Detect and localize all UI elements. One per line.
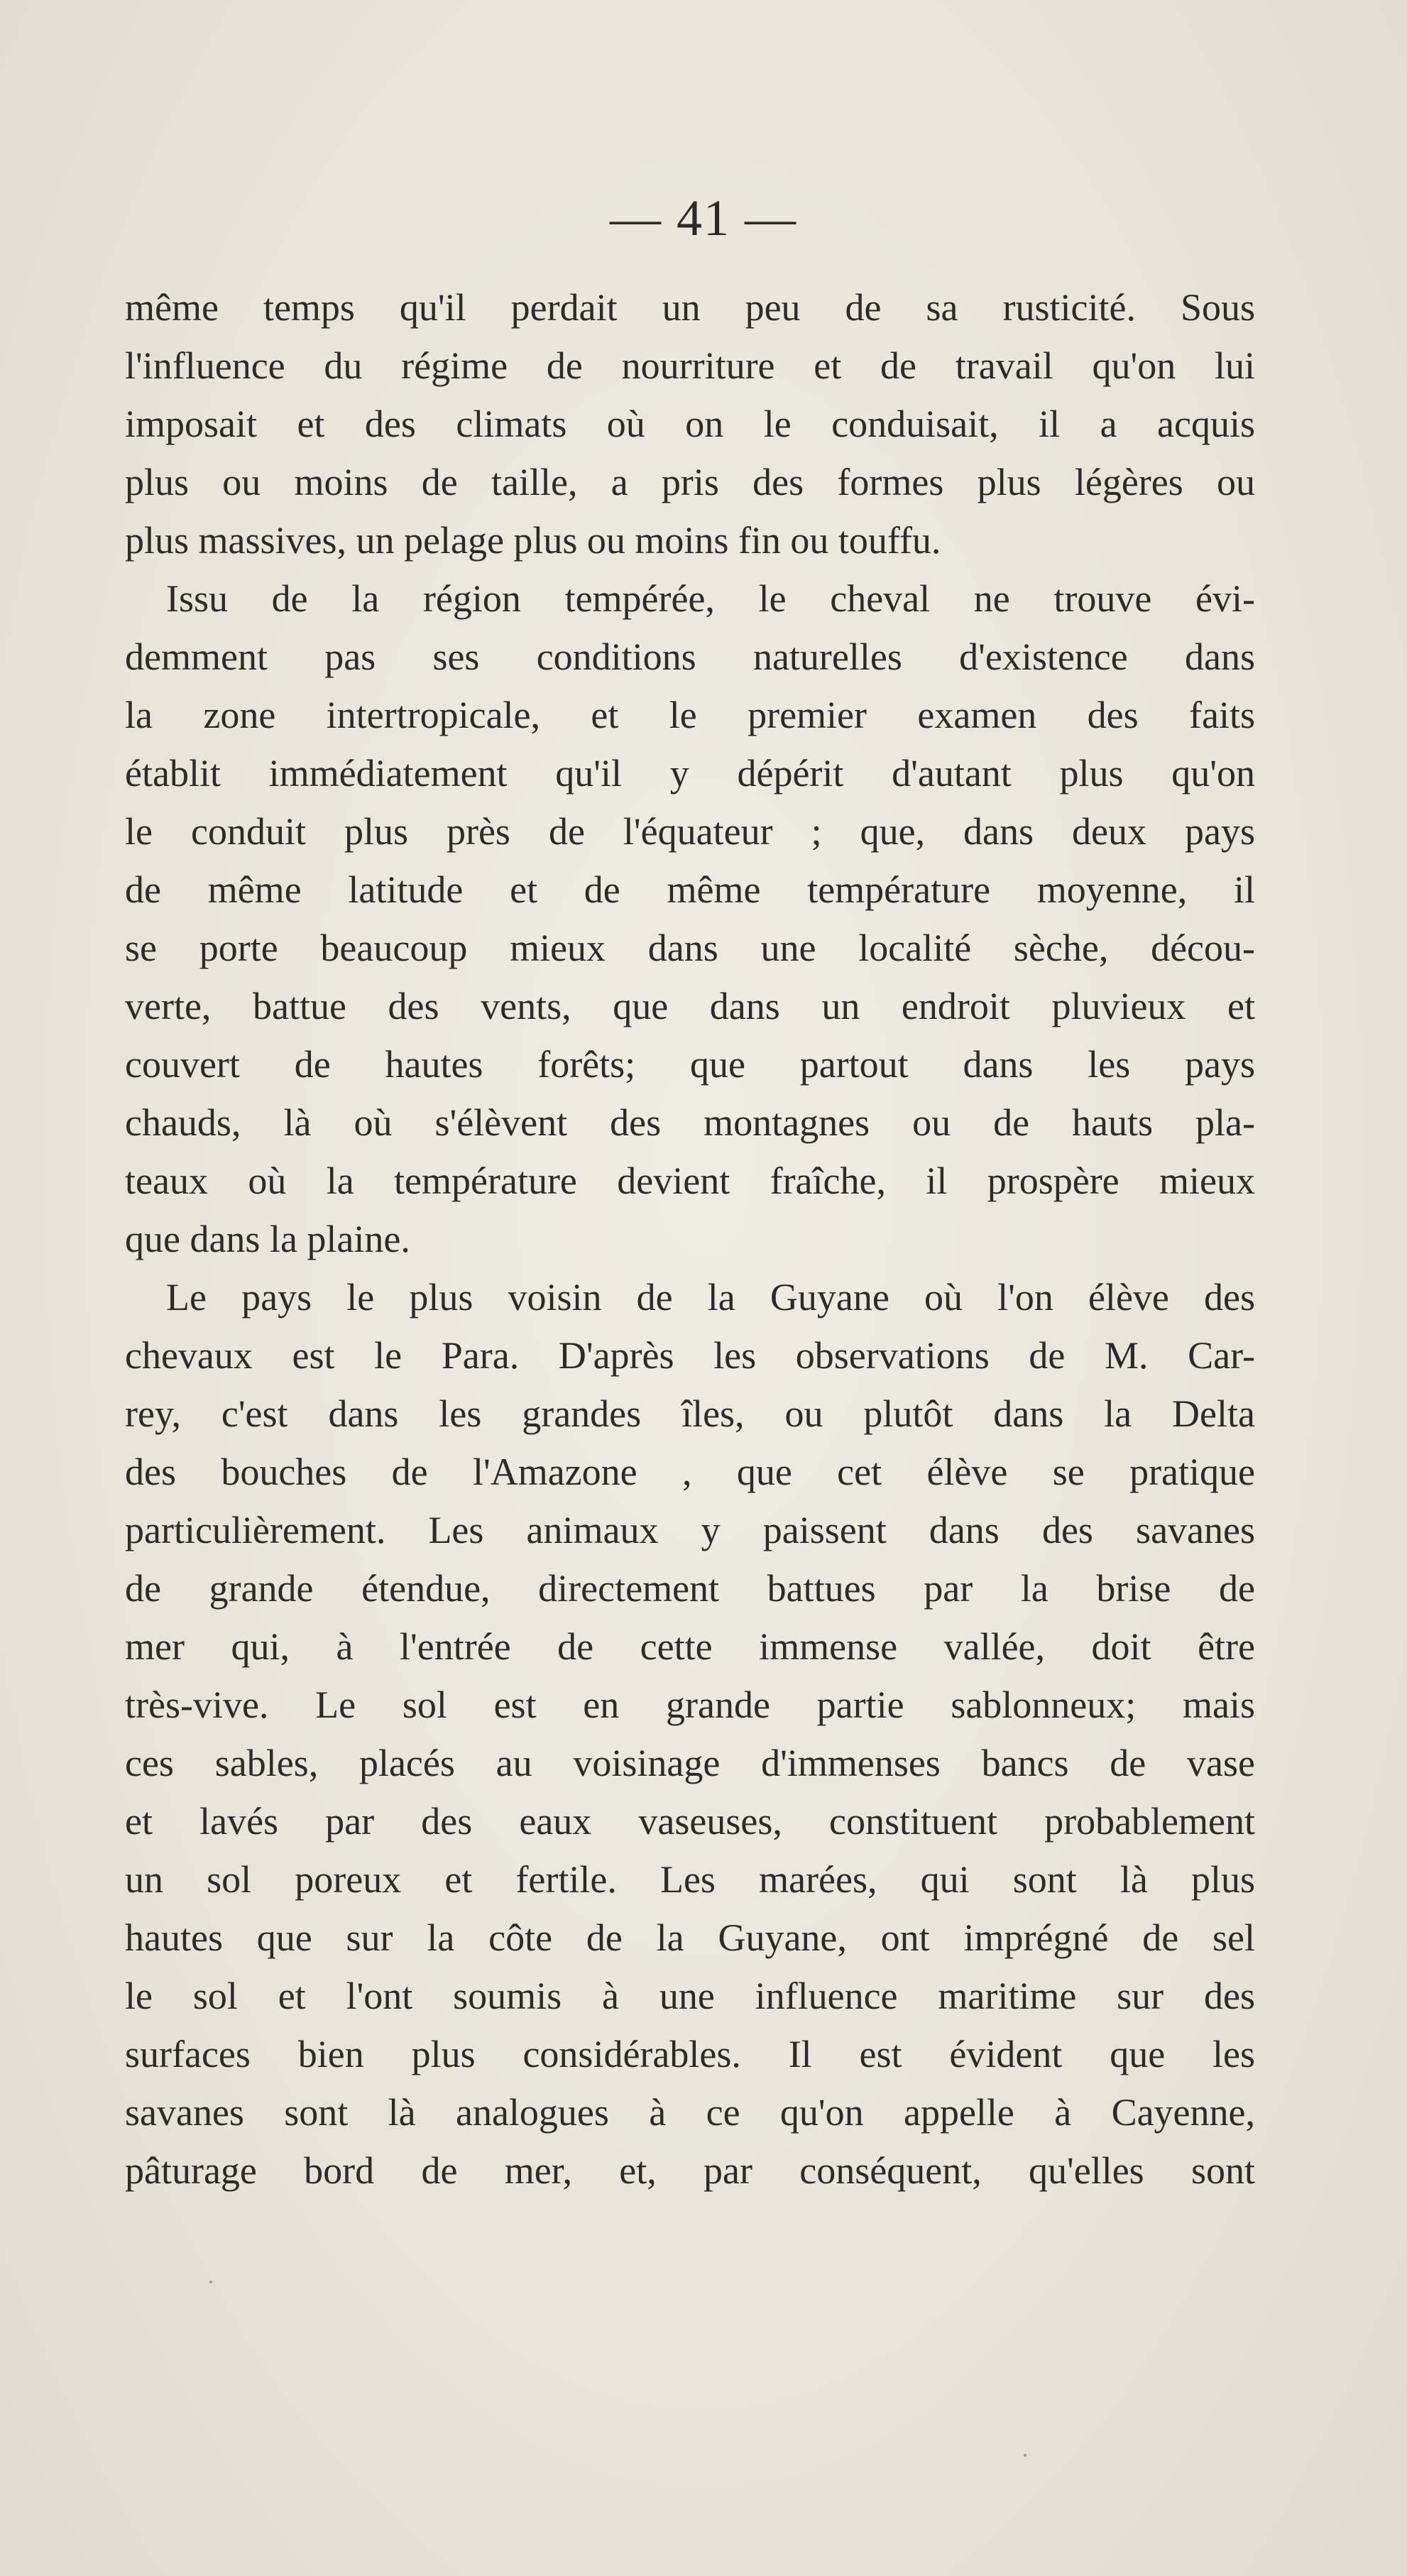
text-line: hautes que sur la côte de la Guyane, ont imprégné de sel — [125, 1916, 1255, 1959]
body-text — [125, 278, 1255, 2200]
page-number: — 41 — — [610, 190, 797, 246]
text-line: surfaces bien plus considérables. Il est évident que les — [125, 2033, 1255, 2075]
text-line: la zone intertropicale, et le premier examen des faits — [125, 694, 1255, 736]
text-line: de grande étendue, directement battues par la brise de — [125, 1567, 1255, 1610]
text-line: demment pas ses conditions naturelles d'existence dans — [125, 635, 1255, 678]
text-line: imposait et des climats où on le conduisait, il a acquis — [125, 403, 1255, 445]
text-line: couvert de hautes forêts; que partout dans les pays — [125, 1043, 1255, 1086]
text-line: verte, battue des vents, que dans un endroit pluvieux et — [125, 985, 1255, 1027]
text-line: chevaux est le Para. D'après les observations de M. Car- — [125, 1334, 1255, 1377]
text-line: Issu de la région tempérée, le cheval ne trouve évi- — [166, 577, 1255, 620]
text-line: et lavés par des eaux vaseuses, constituent probablement — [125, 1800, 1255, 1843]
text-line: établit immédiatement qu'il y dépérit d'autant plus qu'on — [125, 752, 1255, 795]
text-line: Le pays le plus voisin de la Guyane où l'on élève des — [166, 1276, 1255, 1319]
paragraph-1 — [125, 278, 1255, 569]
text-line: très-vive. Le sol est en grande partie sablonneux; mais — [125, 1683, 1255, 1726]
text-line: le conduit plus près de l'équateur ; que, dans deux pays — [125, 810, 1255, 853]
paragraph-2 — [125, 569, 1255, 1268]
text-line: le sol et l'ont soumis à une influence maritime sur des — [125, 1975, 1255, 2017]
text-line: même temps qu'il perdait un peu de sa rusticité. Sous — [125, 286, 1255, 329]
text-line: se porte beaucoup mieux dans une localité sèche, décou- — [125, 927, 1255, 969]
text-line: plus ou moins de taille, a pris des formes plus légères ou — [125, 461, 1255, 503]
text-line: particulièrement. Les animaux y paissent dans des savanes — [125, 1509, 1255, 1551]
text-line: teaux où la température devient fraîche, il prospère mieux — [125, 1159, 1255, 1202]
paper-speck — [209, 2281, 212, 2283]
text-line: pâturage bord de mer, et, par conséquent, qu'elles sont — [125, 2149, 1255, 2192]
paragraph-3 — [125, 1268, 1255, 2200]
paper-speck — [1024, 2454, 1026, 2457]
text-line: l'influence du régime de nourriture et de travail qu'on lui — [125, 344, 1255, 387]
text-line: savanes sont là analogues à ce qu'on appelle à Cayenne, — [125, 2091, 1255, 2134]
text-line: chauds, là où s'élèvent des montagnes ou de hauts pla- — [125, 1101, 1255, 1144]
text-line: que dans la plaine. — [125, 1218, 410, 1260]
text-line: un sol poreux et fertile. Les marées, qui sont là plus — [125, 1858, 1255, 1901]
text-line: de même latitude et de même température moyenne, il — [125, 868, 1255, 911]
text-line: plus massives, un pelage plus ou moins fin ou touffu. — [125, 519, 941, 562]
text-line: des bouches de l'Amazone , que cet élève se pratique — [125, 1451, 1255, 1493]
text-line: mer qui, à l'entrée de cette immense vallée, doit être — [125, 1625, 1255, 1668]
text-line: ces sables, placés au voisinage d'immenses bancs de vase — [125, 1742, 1255, 1784]
text-line: rey, c'est dans les grandes îles, ou plutôt dans la Delta — [125, 1392, 1255, 1435]
